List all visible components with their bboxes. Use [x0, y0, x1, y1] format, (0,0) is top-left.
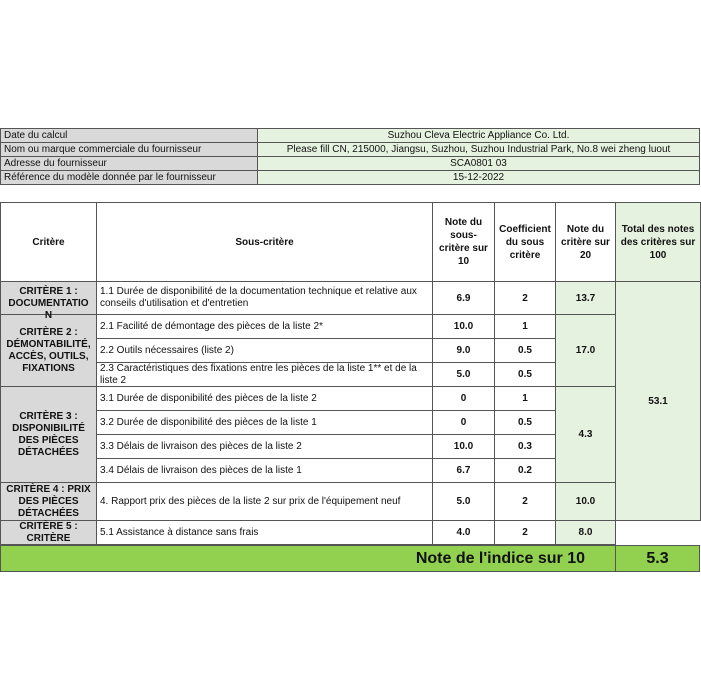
criterion-note20: 17.0 [556, 315, 616, 387]
sub-note[interactable]: 6.9 [433, 282, 495, 315]
sub-note[interactable]: 0 [433, 411, 495, 435]
info-label: Date du calcul [1, 129, 258, 143]
sub-criterion: 2.2 Outils nécessaires (liste 2) [97, 339, 433, 363]
index-score-bar [0, 545, 700, 572]
criterion-note20: 8.0 [556, 521, 616, 545]
sub-criterion [97, 282, 433, 315]
header-sous-critere: Sous-critère [97, 203, 433, 282]
info-value[interactable]: 15-12-2022 [258, 171, 700, 185]
header-critere: Critère [1, 203, 97, 282]
criterion-label-text: CRITÈRE 5 : CRITÈRE [19, 521, 78, 544]
index-score-label-cell [1, 546, 615, 571]
header-coefficient: Coefficient du sous critère [495, 203, 556, 282]
info-value[interactable]: Suzhou Cleva Electric Appliance Co. Ltd. [258, 129, 700, 143]
sub-coefficient: 0.5 [495, 339, 556, 363]
info-row [1, 171, 700, 185]
sub-criterion: 3.2 Durée de disponibilité des pièces de la liste 1 [97, 411, 433, 435]
sub-criterion [97, 363, 433, 387]
index-score-label: Note de l'indice sur 10 [415, 550, 585, 567]
sub-note[interactable]: 4.0 [433, 521, 495, 545]
criterion-label-text: CRITÈRE 4 : PRIX DES PIÈCES DÉTACHÉES [6, 483, 91, 519]
table-row [1, 387, 701, 411]
info-label: Adresse du fournisseur [1, 157, 258, 171]
info-row [1, 143, 700, 157]
sub-note[interactable]: 10.0 [433, 435, 495, 459]
criterion-label-text: CRITÈRE 1 : DOCUMENTATIO N [8, 286, 89, 321]
sub-note[interactable]: 5.0 [433, 363, 495, 387]
table-row [1, 315, 701, 339]
sub-criterion: 2.1 Facilité de démontage des pièces de la liste 2* [97, 315, 433, 339]
sub-criterion: 4. Rapport prix des pièces de la liste 2 sur prix de l'équipement neuf [97, 483, 433, 521]
sub-criterion: 3.1 Durée de disponibilité des pièces de la liste 2 [97, 387, 433, 411]
sub-criterion: 5.1 Assistance à distance sans frais [97, 521, 433, 545]
sub-coefficient: 0.5 [495, 363, 556, 387]
info-label: Nom ou marque commerciale du fournisseur [1, 143, 258, 157]
table-row [1, 282, 701, 315]
sub-coefficient: 1 [495, 387, 556, 411]
sub-coefficient: 0.3 [495, 435, 556, 459]
sub-coefficient: 0.2 [495, 459, 556, 483]
total-score: 53.1 [616, 282, 701, 521]
info-row [1, 157, 700, 171]
criterion-4-label [1, 483, 97, 521]
header-note20: Note du critère sur 20 [556, 203, 616, 282]
sub-coefficient: 1 [495, 315, 556, 339]
sub-criterion-text: 1.1 Durée de disponibilité de la documentation technique et relative aux conseils d'utilisation et d'entretien [100, 286, 417, 309]
criterion-1-label [1, 282, 97, 321]
criterion-note20: 4.3 [556, 387, 616, 483]
header-total: Total des notes des critères sur 100 [616, 203, 701, 282]
sub-note[interactable]: 0 [433, 387, 495, 411]
header-row [1, 203, 701, 282]
supplier-info-table [0, 128, 700, 185]
index-score-value: 5.3 [646, 550, 669, 567]
sub-note[interactable]: 5.0 [433, 483, 495, 521]
sub-criterion-text: 2.3 Caractéristiques des fixations entre les pièces de la liste 1** et de la liste 2 [100, 363, 417, 386]
sub-coefficient: 2 [495, 483, 556, 521]
sub-criterion: 3.3 Délais de livraison des pièces de la liste 2 [97, 435, 433, 459]
sub-note[interactable]: 10.0 [433, 315, 495, 339]
header-note-sous: Note du sous-critère sur 10 [433, 203, 495, 282]
scoring-table [0, 202, 701, 545]
info-label: Référence du modèle donnée par le fournisseur [1, 171, 258, 185]
sub-coefficient: 0.5 [495, 411, 556, 435]
criterion-5-label [1, 521, 97, 545]
info-row [1, 129, 700, 143]
sub-coefficient: 2 [495, 521, 556, 545]
sub-coefficient: 2 [495, 282, 556, 315]
criterion-note20: 10.0 [556, 483, 616, 521]
sub-note[interactable]: 9.0 [433, 339, 495, 363]
sub-note[interactable]: 6.7 [433, 459, 495, 483]
criterion-2-label: CRITÈRE 2 : DÉMONTABILITÉ, ACCÈS, OUTILS, FIXATIONS [1, 315, 97, 387]
criterion-note20: 13.7 [556, 282, 616, 315]
criterion-3-label: CRITÈRE 3 : DISPONIBILITÉ DES PIÈCES DÉTACHÉES [1, 387, 97, 483]
info-value[interactable]: Please fill CN, 215000, Jiangsu, Suzhou, Suzhou Industrial Park, No.8 wei zheng luout [258, 143, 700, 157]
table-row [1, 521, 701, 545]
table-row [1, 483, 701, 521]
info-value[interactable]: SCA0801 03 [258, 157, 700, 171]
sub-criterion: 3.4 Délais de livraison des pièces de la liste 1 [97, 459, 433, 483]
